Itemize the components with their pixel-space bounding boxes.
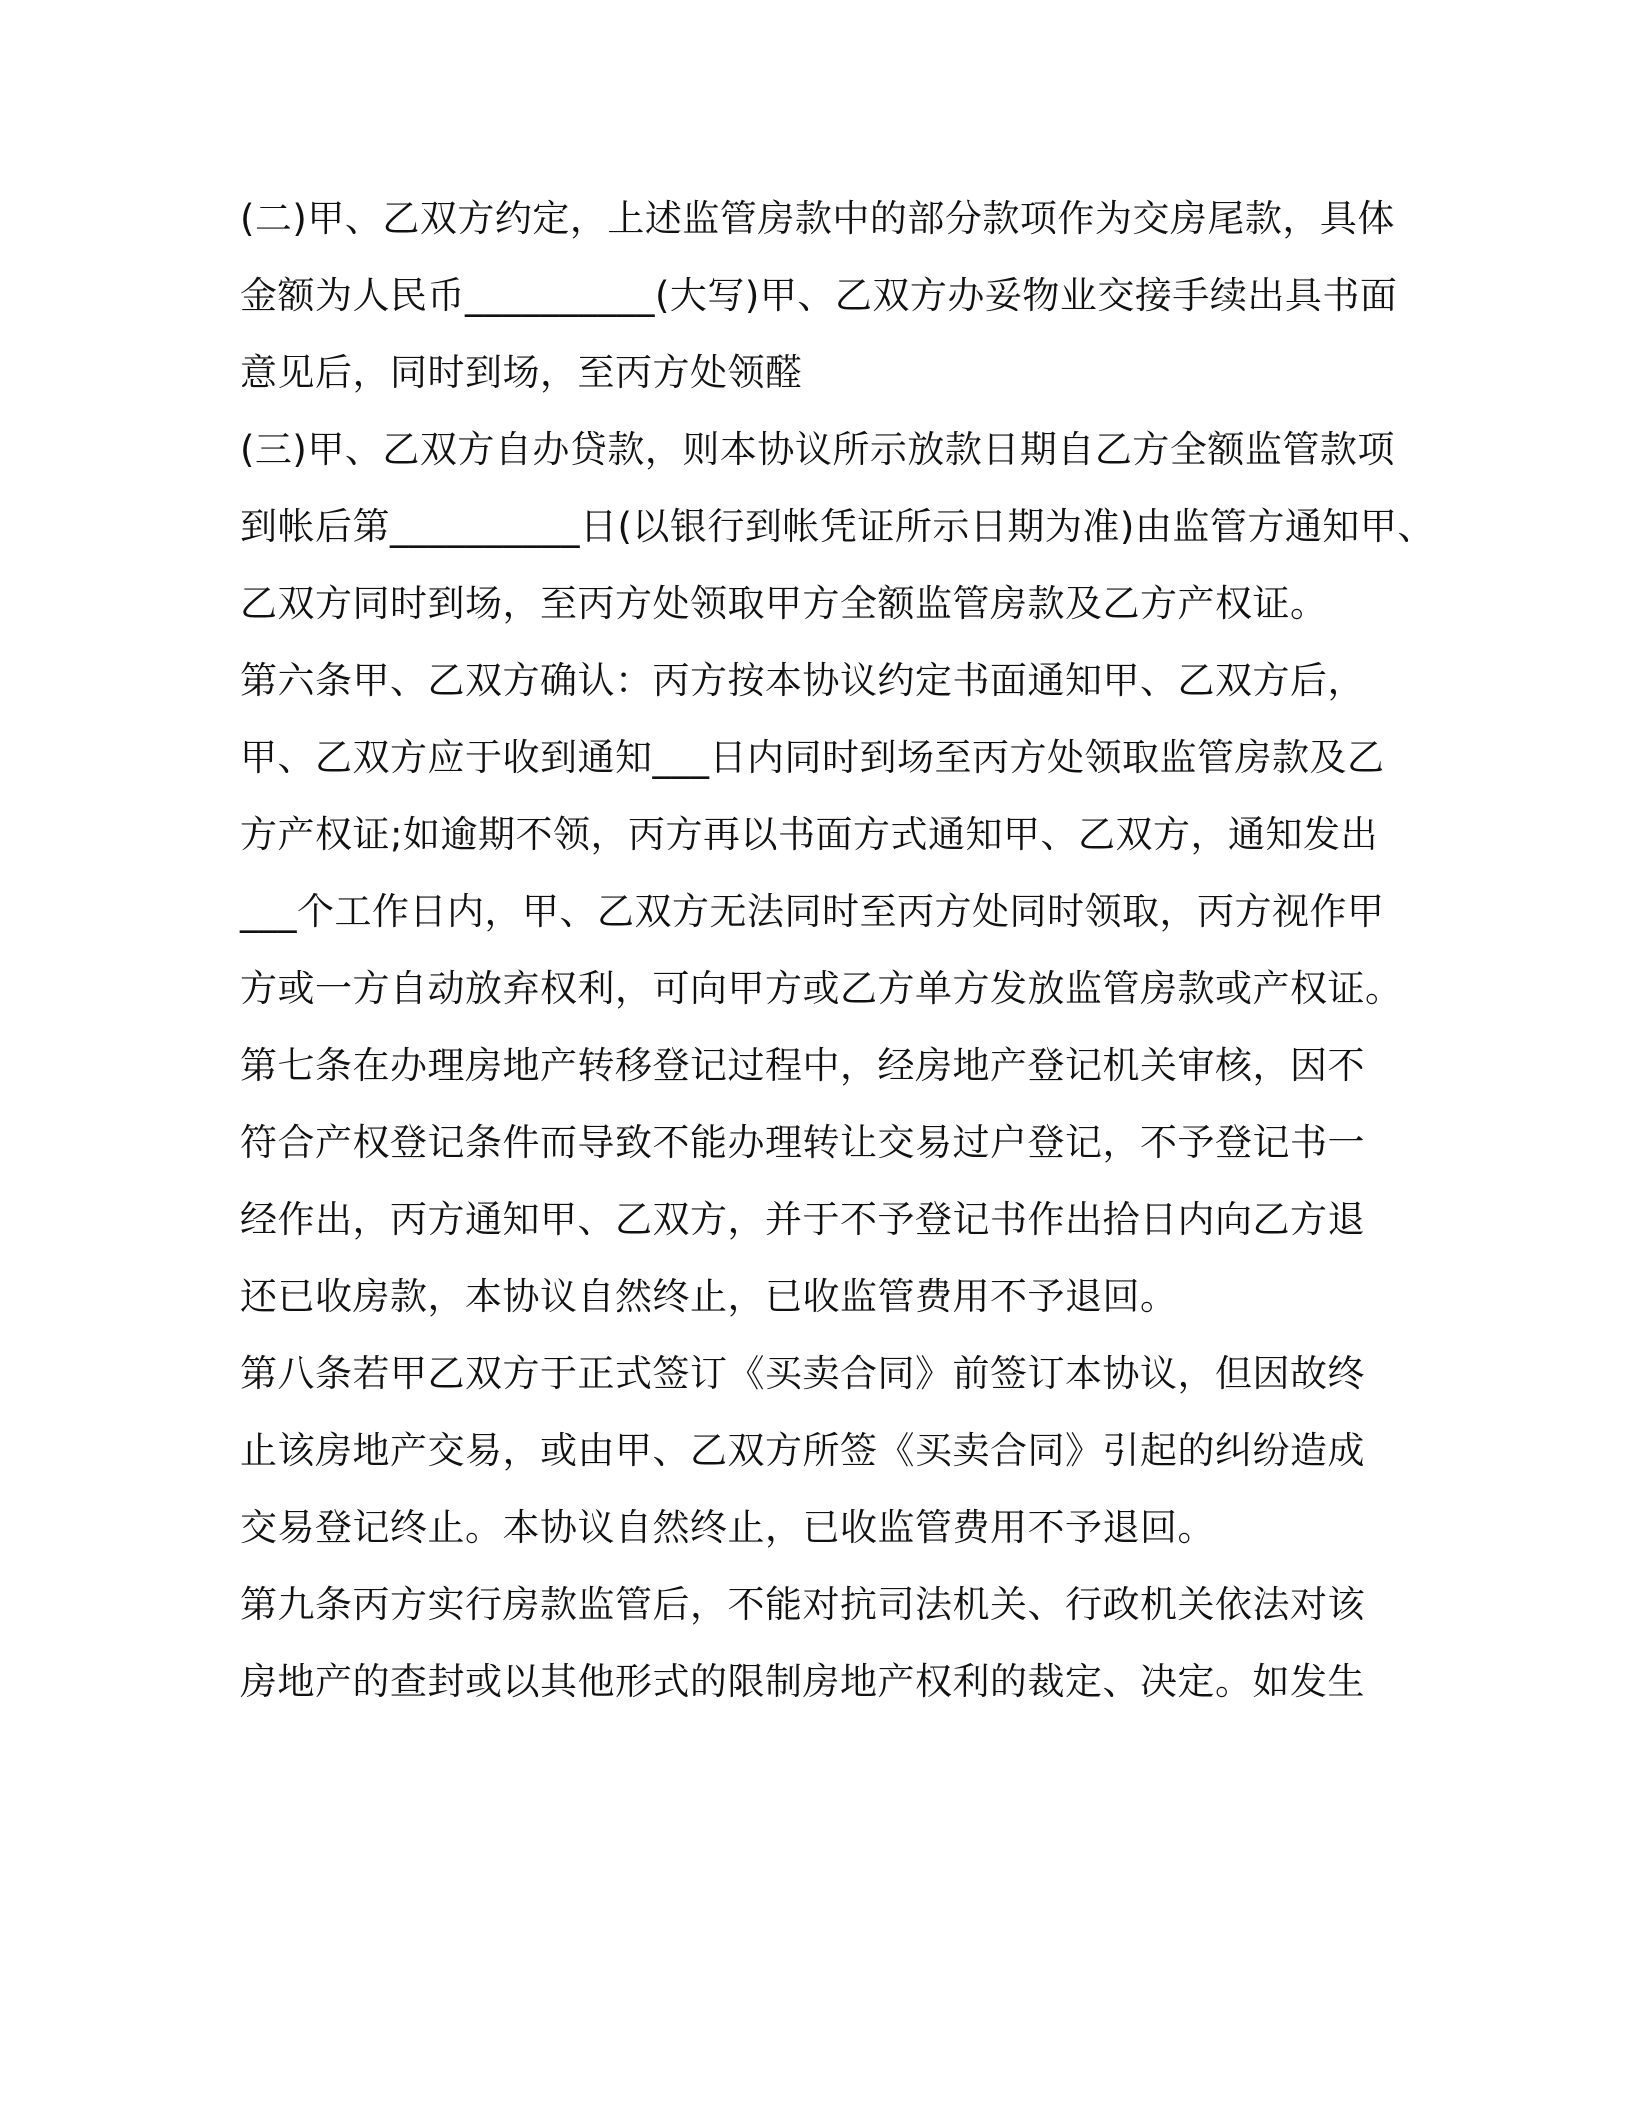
text-line: ___个工作日内，甲、乙双方无法同时至丙方处同时领取，丙方视作甲 xyxy=(240,890,1385,933)
text-line: 第六条甲、乙双方确认：丙方按本协议约定书面通知甲、乙双方后， xyxy=(240,659,1365,702)
text-line: 方产权证;如逾期不领，丙方再以书面方式通知甲、乙双方，通知发出 xyxy=(240,813,1378,856)
paragraph-clause-9 xyxy=(240,1579,1420,1733)
text-line: 第七条在办理房地产转移登记过程中，经房地产登记机关审核，因不 xyxy=(240,1044,1365,1087)
text-line: 第八条若甲乙双方于正式签订《买卖合同》前签订本协议，但因故终 xyxy=(240,1352,1365,1395)
text-line: 到帐后第__________日(以银行到帐凭证所示日期为准)由监管方通知甲、 xyxy=(240,505,1435,548)
paragraph-clause-5-3 xyxy=(240,424,1435,655)
text-line: 意见后，同时到场，至丙方处领醛 xyxy=(240,351,803,394)
paragraph-clause-5-2 xyxy=(240,193,1420,424)
paragraph-clause-8 xyxy=(240,1348,1420,1579)
text-line: 符合产权登记条件而导致不能办理转让交易过户登记，不予登记书一 xyxy=(240,1121,1365,1164)
document-body xyxy=(240,193,1435,1733)
text-line: 乙双方同时到场，至丙方处领取甲方全额监管房款及乙方产权证。 xyxy=(240,582,1328,625)
text-line: (三)甲、乙双方自办贷款，则本协议所示放款日期自乙方全额监管款项 xyxy=(240,428,1395,471)
paragraph-clause-6 xyxy=(240,655,1420,1040)
text-line: 方或一方自动放弃权利，可向甲方或乙方单方发放监管房款或产权证。 xyxy=(240,967,1403,1010)
text-line: 交易登记终止。本协议自然终止，已收监管费用不予退回。 xyxy=(240,1506,1215,1549)
text-line: 金额为人民币__________(大写)甲、乙双方办妥物业交接手续出具书面 xyxy=(240,274,1398,317)
text-line: 房地产的查封或以其他形式的限制房地产权利的裁定、决定。如发生 xyxy=(240,1660,1365,1703)
text-line: 止该房地产交易，或由甲、乙双方所签《买卖合同》引起的纠纷造成 xyxy=(240,1429,1365,1472)
text-line: 经作出，丙方通知甲、乙双方，并于不予登记书作出拾日内向乙方退 xyxy=(240,1198,1365,1241)
paragraph-clause-7 xyxy=(240,1040,1420,1348)
text-line: 第九条丙方实行房款监管后，不能对抗司法机关、行政机关依法对该 xyxy=(240,1583,1365,1626)
text-line: (二)甲、乙双方约定，上述监管房款中的部分款项作为交房尾款，具体 xyxy=(240,197,1395,240)
text-line: 还已收房款，本协议自然终止，已收监管费用不予退回。 xyxy=(240,1275,1178,1318)
text-line: 甲、乙双方应于收到通知___日内同时到场至丙方处领取监管房款及乙 xyxy=(240,736,1385,779)
